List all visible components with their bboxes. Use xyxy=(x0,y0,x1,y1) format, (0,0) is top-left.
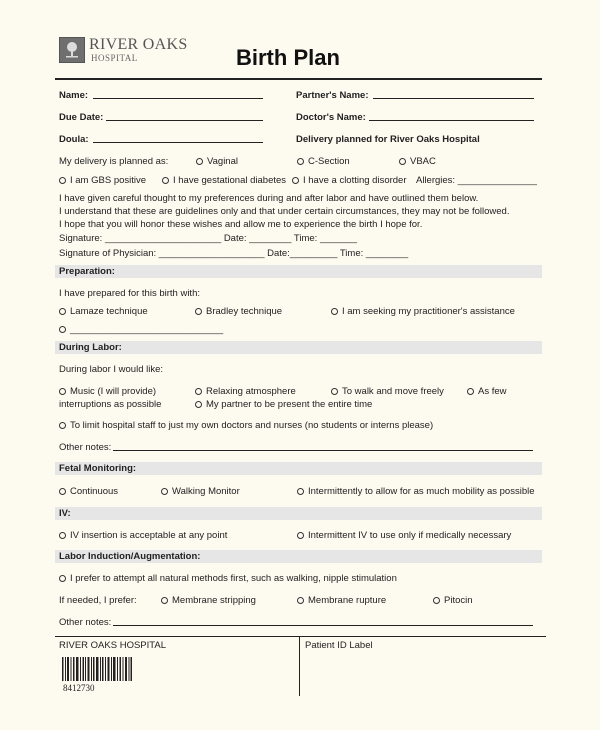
radio-icon xyxy=(399,158,406,165)
footer-rule xyxy=(55,636,546,637)
footer-hospital-name: RIVER OAKS HOSPITAL xyxy=(59,640,166,651)
iv-option-any-point[interactable]: IV insertion is acceptable at any point xyxy=(59,530,227,541)
prep-option-practitioner[interactable]: I am seeking my practitioner's assistance xyxy=(331,306,515,317)
radio-icon xyxy=(331,388,338,395)
fetal-option-continuous[interactable]: Continuous xyxy=(59,486,118,497)
labor-option-few-interruptions[interactable]: As few xyxy=(467,386,507,397)
statement-line-3: I hope that you will honor these wishes and allow me to experience the birth I hope for. xyxy=(59,219,423,230)
preparation-header: Preparation: xyxy=(55,265,542,278)
induction-option-pitocin[interactable]: Pitocin xyxy=(433,595,473,606)
radio-icon xyxy=(59,532,66,539)
delivery-option-c-section[interactable]: C-Section xyxy=(297,156,350,167)
induction-header: Labor Induction/Augmentation: xyxy=(55,550,542,563)
doctor-name-field[interactable] xyxy=(296,112,366,123)
radio-icon xyxy=(59,388,66,395)
labor-other-notes-line[interactable] xyxy=(113,442,533,451)
induction-if-needed-label: If needed, I prefer: xyxy=(59,595,137,606)
partner-name-line[interactable] xyxy=(373,90,534,99)
statement-line-2: I understand that these are guidelines only and that under certain circumstances, they may not be followed. xyxy=(59,206,510,217)
delivery-option-vbac[interactable]: VBAC xyxy=(399,156,436,167)
due-date-line[interactable] xyxy=(106,112,263,121)
name-field[interactable] xyxy=(59,90,88,101)
radio-icon xyxy=(59,488,66,495)
page-title: Birth Plan xyxy=(236,45,340,70)
radio-icon xyxy=(297,597,304,604)
radio-icon xyxy=(59,177,66,184)
labor-option-relaxing[interactable]: Relaxing atmosphere xyxy=(195,386,296,397)
due-date-field[interactable] xyxy=(59,112,103,123)
labor-option-continuation: interruptions as possible xyxy=(59,399,162,410)
allergies-field[interactable]: Allergies: _______________ xyxy=(416,175,537,186)
logo-subtitle: HOSPITAL xyxy=(91,53,138,63)
labor-option-limit-staff[interactable]: To limit hospital staff to just my own doctors and nurses (no students or interns please) xyxy=(59,420,433,431)
signature-line[interactable]: Signature: ______________________ Date: ________ Time: _______ xyxy=(59,233,357,244)
physician-signature-line[interactable]: Signature of Physician: ____________________ Date:_________ Time: ________ xyxy=(59,248,409,259)
fetal-monitoring-header: Fetal Monitoring: xyxy=(55,462,542,475)
radio-icon xyxy=(59,422,66,429)
radio-icon xyxy=(162,177,169,184)
induction-option-stripping[interactable]: Membrane stripping xyxy=(161,595,256,606)
prep-option-lamaze[interactable]: Lamaze technique xyxy=(59,306,148,317)
due-date-label: Due Date: xyxy=(59,112,104,123)
name-line[interactable] xyxy=(93,90,263,99)
condition-diabetes[interactable]: I have gestational diabetes xyxy=(162,175,286,186)
radio-icon xyxy=(196,158,203,165)
labor-option-music[interactable]: Music (I will provide) xyxy=(59,386,156,397)
condition-gbs[interactable]: I am GBS positive xyxy=(59,175,146,186)
prep-option-bradley[interactable]: Bradley technique xyxy=(195,306,282,317)
induction-option-rupture[interactable]: Membrane rupture xyxy=(297,595,386,606)
doula-line[interactable] xyxy=(93,134,263,143)
barcode-number: 8412730 xyxy=(63,683,95,693)
radio-icon xyxy=(59,326,66,333)
doula-field[interactable] xyxy=(59,134,89,145)
induction-other-notes-line[interactable] xyxy=(113,617,533,626)
radio-icon xyxy=(59,575,66,582)
radio-icon xyxy=(195,401,202,408)
fetal-option-intermittent[interactable]: Intermittently to allow for as much mobility as possible xyxy=(297,486,535,497)
radio-icon xyxy=(195,308,202,315)
tree-logo-icon xyxy=(59,37,85,63)
statement-line-1: I have given careful thought to my preferences during and after labor and have outlined them below. xyxy=(59,193,479,204)
logo-name: RIVER OAKS xyxy=(89,36,188,53)
induction-option-natural[interactable]: I prefer to attempt all natural methods first, such as walking, nipple stimulation xyxy=(59,573,397,584)
labor-option-walk[interactable]: To walk and move freely xyxy=(331,386,444,397)
partner-name-label: Partner's Name: xyxy=(296,90,369,101)
doctor-name-line[interactable] xyxy=(369,112,534,121)
radio-icon xyxy=(297,158,304,165)
radio-icon xyxy=(433,597,440,604)
condition-clotting[interactable]: I have a clotting disorder xyxy=(292,175,407,186)
doctor-name-label: Doctor's Name: xyxy=(296,112,366,123)
radio-icon xyxy=(467,388,474,395)
name-label: Name: xyxy=(59,90,89,101)
radio-icon xyxy=(161,597,168,604)
footer-divider xyxy=(299,636,300,696)
iv-option-intermittent[interactable]: Intermittent IV to use only if medically necessary xyxy=(297,530,511,541)
fetal-option-walking[interactable]: Walking Monitor xyxy=(161,486,240,497)
radio-icon xyxy=(195,388,202,395)
patient-id-label: Patient ID Label xyxy=(305,640,373,651)
iv-header: IV: xyxy=(55,507,542,520)
prep-option-other[interactable]: _____________________________ xyxy=(59,324,223,335)
radio-icon xyxy=(59,308,66,315)
delivery-label: My delivery is planned as: xyxy=(59,156,169,167)
preparation-intro: I have prepared for this birth with: xyxy=(59,288,200,299)
during-labor-header: During Labor: xyxy=(55,341,542,354)
induction-other-notes-label: Other notes: xyxy=(59,617,112,628)
radio-icon xyxy=(331,308,338,315)
labor-option-partner[interactable]: My partner to be present the entire time xyxy=(195,399,372,410)
radio-icon xyxy=(161,488,168,495)
barcode-icon xyxy=(62,657,132,681)
radio-icon xyxy=(292,177,299,184)
delivery-option-vaginal[interactable]: Vaginal xyxy=(196,156,238,167)
labor-other-notes-label: Other notes: xyxy=(59,442,112,453)
doula-label: Doula: xyxy=(59,134,89,145)
radio-icon xyxy=(297,488,304,495)
radio-icon xyxy=(297,532,304,539)
title-rule xyxy=(55,78,542,80)
partner-name-field[interactable] xyxy=(296,90,368,101)
labor-intro: During labor I would like: xyxy=(59,364,164,375)
delivery-hospital-note: Delivery planned for River Oaks Hospital xyxy=(296,134,480,145)
